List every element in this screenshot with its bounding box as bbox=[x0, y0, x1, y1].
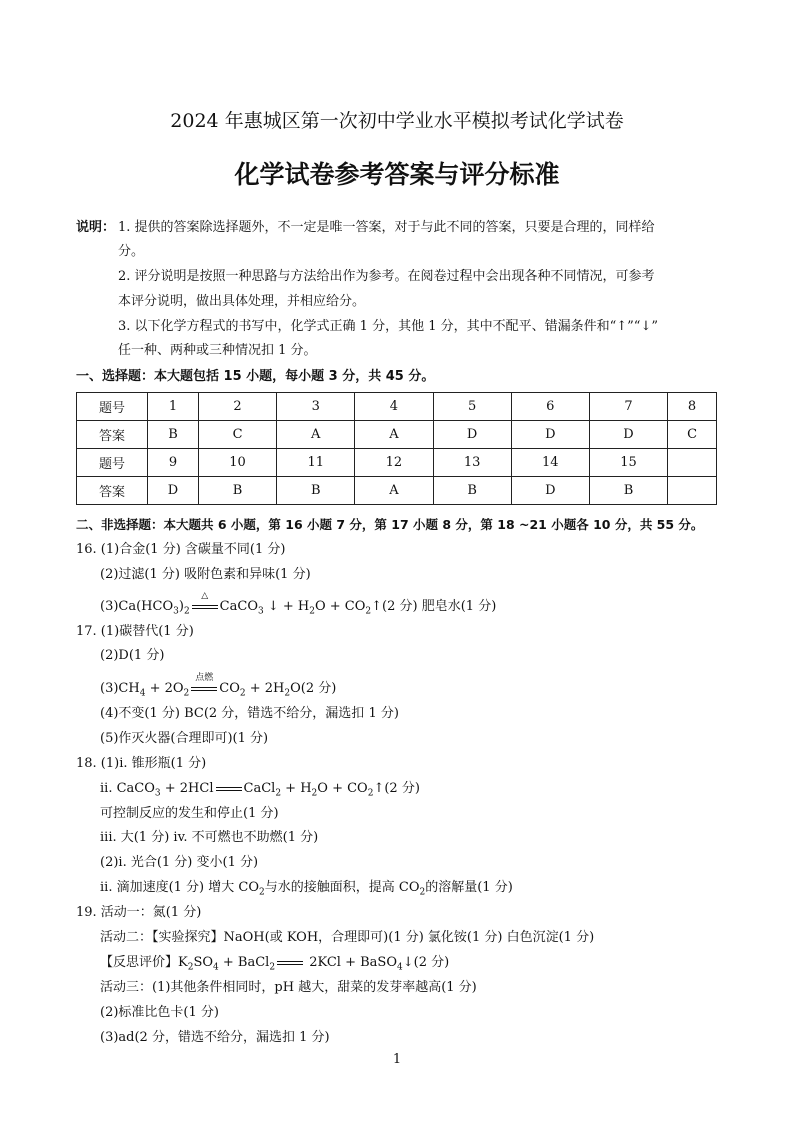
notes-label: 说明： bbox=[76, 220, 116, 235]
table-cell: 13 bbox=[433, 449, 511, 477]
q19-line3: 【反思评价】$K_2SO_4$ + BaCl$_2$ 2KCl + BaSO$_4$↓(2 分) bbox=[100, 955, 450, 973]
q17-line5: (5)作灭火器(合理即可)(1 分) bbox=[100, 731, 269, 746]
table-cell: C bbox=[668, 421, 717, 449]
table-row bbox=[77, 477, 717, 505]
table-cell: 3 bbox=[277, 393, 355, 421]
note-2-cont: 本评分说明，做出具体处理，并相应给分。 bbox=[118, 294, 366, 309]
q19-line4: 活动三：(1)其他条件相同时，pH 越大，甜菜的发芽率越高(1 分) bbox=[100, 980, 477, 995]
q18-line1: 18. (1)i. 锥形瓶(1 分) bbox=[76, 756, 207, 771]
q17-line1: 17. (1)碳替代(1 分) bbox=[76, 624, 194, 639]
note-3-cont: 任一种、两种或三种情况扣 1 分。 bbox=[118, 343, 317, 358]
q18-line4: iii. 大(1 分) iv. 不可燃也不助燃(1 分) bbox=[100, 830, 319, 845]
table-cell: B bbox=[148, 421, 199, 449]
table-cell: B bbox=[433, 477, 511, 505]
table-cell: A bbox=[277, 421, 355, 449]
note-1: 1. 提供的答案除选择题外，不一定是唯一答案，对于与此不同的答案，只要是合理的，同样给 bbox=[118, 220, 655, 235]
note-3: 3. 以下化学方程式的书写中，化学式正确 1 分，其他 1 分，其中不配平、错漏条件和“↑”“↓” bbox=[118, 319, 658, 334]
q16-line2: (2)过滤(1 分) 吸附色素和异味(1 分) bbox=[100, 567, 311, 582]
table-cell bbox=[668, 449, 717, 477]
answer-key-title: 化学试卷参考答案与评分标准 bbox=[234, 160, 560, 189]
q18-line5: (2)i. 光合(1 分) 变小(1 分) bbox=[100, 855, 259, 870]
answer-table bbox=[76, 392, 717, 505]
table-cell: D bbox=[589, 421, 667, 449]
q17-line3: $(3)CH_4 + 2O_2$ 点燃 $CO_2 + 2H_2O(2$ 分) bbox=[100, 673, 337, 699]
table-cell: D bbox=[511, 421, 589, 449]
row-label: 答案 bbox=[77, 477, 148, 505]
table-cell: A bbox=[355, 477, 433, 505]
table-cell: 11 bbox=[277, 449, 355, 477]
q19-line1: 19. 活动一：氮(1 分) bbox=[76, 905, 202, 920]
q16-line1: 16. (1)合金(1 分) 含碳量不同(1 分) bbox=[76, 542, 286, 557]
table-cell: 12 bbox=[355, 449, 433, 477]
table-cell: D bbox=[511, 477, 589, 505]
q16-eq-part: ↓ + H bbox=[267, 599, 310, 614]
table-cell: 6 bbox=[511, 393, 589, 421]
q17-eq-tail: (2 分) bbox=[300, 681, 337, 696]
q16-line3: $(3)Ca(HCO_3)_2$ △ CaCO$_3$ ↓ + $H_2O$ + $CO_2↑(2$ 分) 肥皂水(1 分) bbox=[100, 591, 497, 617]
table-cell: 4 bbox=[355, 393, 433, 421]
page-number: 1 bbox=[392, 1052, 402, 1067]
table-cell: 9 bbox=[148, 449, 199, 477]
table-row bbox=[77, 393, 717, 421]
table-row bbox=[77, 449, 717, 477]
heat-condition: △ bbox=[190, 598, 220, 616]
row-label: 题号 bbox=[77, 393, 148, 421]
table-cell: 7 bbox=[589, 393, 667, 421]
ignite-condition: 点燃 bbox=[189, 680, 219, 698]
table-cell: 14 bbox=[511, 449, 589, 477]
q16-eq-part: (3)Ca(HCO bbox=[100, 599, 174, 614]
row-label: 答案 bbox=[77, 421, 148, 449]
row-label: 题号 bbox=[77, 449, 148, 477]
q16-eq-part: (2 分) 肥皂水(1 分) bbox=[382, 599, 497, 614]
note-2: 2. 评分说明是按照一种思路与方法给出作为参考。在阅卷过程中会出现各种不同情况，可参考 bbox=[118, 269, 655, 284]
table-cell bbox=[668, 477, 717, 505]
q19-line2: 活动二：【实验探究】NaOH(或 KOH，合理即可)(1 分) 氯化铵(1 分) 白色沉淀(1 分) bbox=[100, 930, 595, 945]
table-cell: B bbox=[198, 477, 276, 505]
table-cell: B bbox=[589, 477, 667, 505]
table-cell: 2 bbox=[198, 393, 276, 421]
table-cell: 15 bbox=[589, 449, 667, 477]
note-1-cont: 分。 bbox=[118, 244, 145, 259]
q18-line6: ii. 滴加速度(1 分) 增大 $CO_2$与水的接触面积，提高 $CO_2$的溶解量(1 分) bbox=[100, 880, 513, 898]
q18-eq-tail: (2 分) bbox=[384, 781, 420, 796]
table-cell: 5 bbox=[433, 393, 511, 421]
section2-heading: 二、非选择题：本大题共 6 小题，第 16 小题 7 分，第 17 小题 8 分，第 18 ~21 小题各 10 分，共 55 分。 bbox=[76, 517, 704, 532]
table-row bbox=[77, 421, 717, 449]
table-cell: A bbox=[355, 421, 433, 449]
table-cell: C bbox=[198, 421, 276, 449]
q16-eq-part: CaCO bbox=[219, 599, 258, 614]
q17-line2: (2)D(1 分) bbox=[100, 648, 165, 663]
table-cell: B bbox=[277, 477, 355, 505]
table-cell: D bbox=[148, 477, 199, 505]
table-cell: 10 bbox=[198, 449, 276, 477]
table-cell: 8 bbox=[668, 393, 717, 421]
q18-line2: ii. CaCO$_3$ + 2HCl CaCl$_2$ + $H_2O$ + $CO_2↑(2$ 分) bbox=[100, 781, 420, 799]
q18-line3: 可控制反应的发生和停止(1 分) bbox=[100, 806, 279, 821]
exam-title: 2024 年惠城区第一次初中学业水平模拟考试化学试卷 bbox=[170, 110, 624, 132]
section1-heading: 一、选择题：本大题包括 15 小题，每小题 3 分，共 45 分。 bbox=[76, 369, 435, 384]
q19-line5: (2)标准比色卡(1 分) bbox=[100, 1005, 219, 1020]
table-cell: D bbox=[433, 421, 511, 449]
q17-line4: (4)不变(1 分) BC(2 分，错选不给分，漏选扣 1 分) bbox=[100, 706, 399, 721]
table-cell: 1 bbox=[148, 393, 199, 421]
q19-line6: (3)ad(2 分，错选不给分，漏选扣 1 分) bbox=[100, 1030, 330, 1045]
